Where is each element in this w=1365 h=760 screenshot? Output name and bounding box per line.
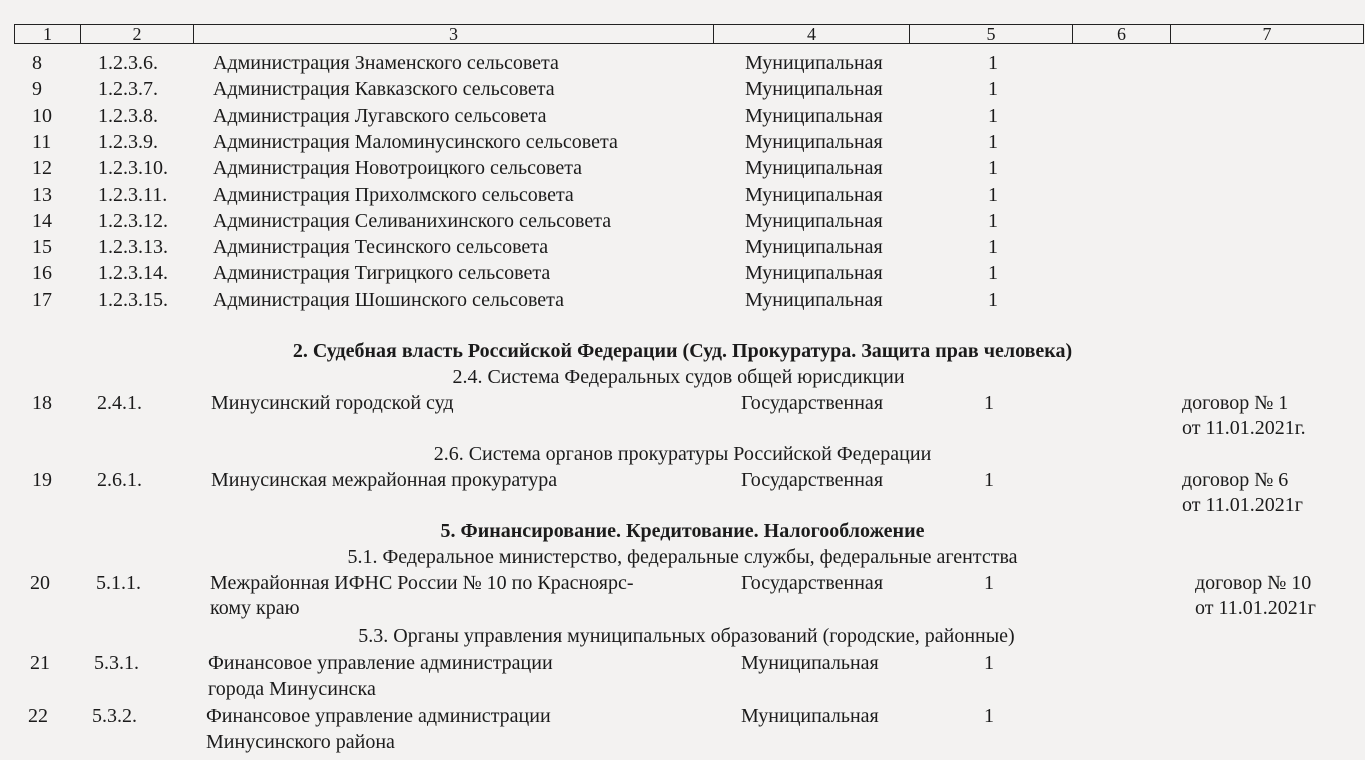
row-number: 19 — [32, 469, 52, 491]
row-number: 8 — [32, 52, 42, 74]
row-number: 14 — [32, 209, 52, 232]
row-quantity: 1 — [988, 236, 998, 259]
row-number: 15 — [32, 236, 52, 259]
row-code: 1.2.3.15. — [98, 288, 168, 311]
section-title-2: 2. Судебная власть Российской Федерации (Суд. Прокуратура. Защита прав человека) — [292, 340, 1073, 362]
row-quantity: 1 — [984, 705, 994, 727]
row-ownership-type: Государственная — [741, 572, 884, 594]
row-ownership-type: Муниципальная — [745, 262, 883, 285]
row-number: 16 — [32, 262, 52, 285]
subsection-title-5-1: 5.1. Федеральное министерство, федеральные службы, федеральные агентства — [347, 546, 1018, 568]
row-quantity: 1 — [988, 78, 998, 101]
row-ownership-type: Муниципальная — [741, 705, 879, 727]
row-code: 2.4.1. — [97, 392, 142, 414]
row-quantity: 1 — [988, 157, 998, 180]
row-code: 5.1.1. — [96, 572, 141, 594]
row-name-line-1: Финансовое управление администрации — [208, 652, 553, 674]
row-quantity: 1 — [984, 572, 994, 594]
row-ownership-type: Муниципальная — [745, 157, 883, 180]
row-ownership-type: Муниципальная — [745, 288, 883, 311]
row-ownership-type: Государственная — [741, 392, 884, 414]
row-contract-date: от 11.01.2021г — [1182, 494, 1303, 516]
row-ownership-type: Муниципальная — [745, 78, 883, 101]
row-number: 10 — [32, 104, 52, 127]
row-quantity: 1 — [988, 104, 998, 127]
row-number: 11 — [32, 130, 52, 153]
row-name-line-1: Финансовое управление администрации — [206, 705, 551, 727]
row-code: 1.2.3.6. — [98, 52, 158, 74]
row-quantity: 1 — [984, 469, 994, 491]
row-number: 13 — [32, 183, 52, 206]
header-col-3: 3 — [193, 24, 713, 44]
header-col-1: 1 — [14, 24, 80, 44]
row-name: Администрация Лугавского сельсовета — [213, 104, 547, 127]
row-ownership-type: Муниципальная — [745, 130, 883, 153]
row-quantity: 1 — [988, 130, 998, 153]
subsection-title-2-6: 2.6. Система органов прокуратуры Российской Федерации — [433, 443, 932, 465]
row-number: 12 — [32, 157, 52, 180]
row-quantity: 1 — [988, 209, 998, 232]
header-col-5: 5 — [909, 24, 1072, 44]
section-title-5: 5. Финансирование. Кредитование. Налогообложение — [440, 520, 925, 542]
row-code: 1.2.3.14. — [98, 262, 168, 285]
row-quantity: 1 — [988, 183, 998, 206]
row-name: Минусинский городской суд — [211, 392, 454, 414]
row-ownership-type: Муниципальная — [745, 183, 883, 206]
row-code: 1.2.3.13. — [98, 236, 168, 259]
row-ownership-type: Муниципальная — [745, 209, 883, 232]
row-number: 18 — [32, 392, 52, 414]
row-contract-number: договор № 6 — [1182, 469, 1289, 491]
row-code: 1.2.3.12. — [98, 209, 168, 232]
row-name: Администрация Тигрицкого сельсовета — [213, 262, 551, 285]
row-name: Администрация Маломинусинского сельсовета — [213, 130, 618, 153]
row-code: 1.2.3.7. — [98, 78, 158, 101]
row-name: Администрация Селиванихинского сельсовета — [213, 209, 612, 232]
row-quantity: 1 — [984, 652, 994, 674]
row-ownership-type: Муниципальная — [741, 652, 879, 674]
row-name: Администрация Знаменского сельсовета — [213, 52, 559, 74]
row-contract-number: договор № 1 — [1182, 392, 1289, 414]
row-contract-number: договор № 10 — [1195, 572, 1312, 594]
row-number: 21 — [30, 652, 50, 674]
row-quantity: 1 — [988, 262, 998, 285]
row-code: 1.2.3.8. — [98, 104, 158, 127]
subsection-title-5-3: 5.3. Органы управления муниципальных образований (городские, районные) — [358, 625, 1015, 647]
row-name-line-2: города Минусинска — [208, 678, 376, 700]
row-number: 9 — [32, 78, 42, 101]
row-name: Минусинская межрайонная прокуратура — [211, 469, 558, 491]
row-code: 5.3.1. — [94, 652, 139, 674]
row-name: Администрация Кавказского сельсовета — [213, 78, 555, 101]
row-name: Администрация Тесинского сельсовета — [213, 236, 549, 259]
row-name: Администрация Шошинского сельсовета — [213, 288, 565, 311]
row-name-line-1: Межрайонная ИФНС России № 10 по Красноярс- — [210, 572, 634, 594]
row-quantity: 1 — [984, 392, 994, 414]
row-ownership-type: Государственная — [741, 469, 884, 491]
row-number: 17 — [32, 288, 52, 311]
row-quantity: 1 — [988, 288, 998, 311]
row-name-line-2: кому краю — [210, 597, 300, 619]
row-contract-date: от 11.01.2021г. — [1182, 417, 1306, 439]
row-contract-date: от 11.01.2021г — [1195, 597, 1316, 619]
header-col-2: 2 — [80, 24, 193, 44]
row-name: Администрация Новотроицкого сельсовета — [213, 157, 583, 180]
row-quantity: 1 — [988, 52, 998, 74]
row-code: 1.2.3.10. — [98, 157, 168, 180]
header-col-6: 6 — [1072, 24, 1170, 44]
row-name: Администрация Прихолмского сельсовета — [213, 183, 574, 206]
row-code: 2.6.1. — [97, 469, 142, 491]
row-code: 1.2.3.11. — [98, 183, 168, 206]
row-name-line-2: Минусинского района — [206, 731, 395, 753]
row-ownership-type: Муниципальная — [745, 52, 883, 74]
row-ownership-type: Муниципальная — [745, 104, 883, 127]
row-number: 22 — [28, 705, 48, 727]
row-code: 5.3.2. — [92, 705, 137, 727]
row-number: 20 — [30, 572, 50, 594]
header-col-7: 7 — [1170, 24, 1364, 44]
subsection-title-2-4: 2.4. Система Федеральных судов общей юрисдикции — [452, 366, 905, 388]
row-ownership-type: Муниципальная — [745, 236, 883, 259]
header-col-4: 4 — [713, 24, 909, 44]
row-code: 1.2.3.9. — [98, 130, 158, 153]
